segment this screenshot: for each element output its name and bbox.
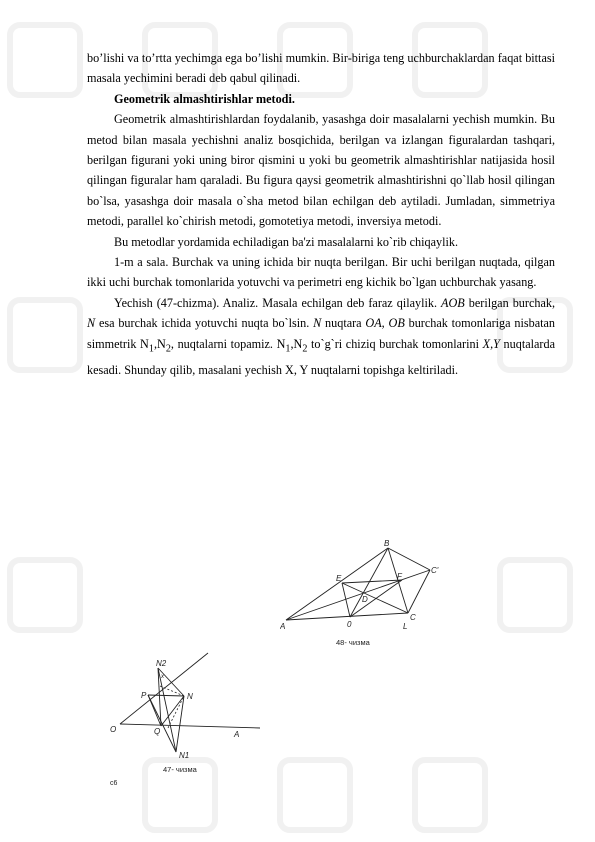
- label-c-prime: C': [431, 566, 439, 575]
- solution-text: berilgan burchak,: [464, 295, 556, 310]
- document-body: [87, 48, 555, 380]
- solution-text: ,N: [290, 336, 303, 351]
- paragraph-problem: 1-m a sala. Burchak va uning ichida bir nuqta berilgan. Bir uchi berilgan nuqtada, qilgan ikki uchi burchak tomonlarida yotuvchi va perimetri eng kichik bo`lgan uchburchak yasang.: [87, 255, 555, 290]
- subscript: 2: [165, 343, 171, 355]
- solution-text: , nuqtalarni topamiz. N: [170, 336, 286, 351]
- label-q: Q: [154, 727, 161, 736]
- label-n: N: [187, 692, 193, 701]
- section-heading: Geometrik almashtirishlar metodi.: [114, 91, 295, 106]
- label-n1: N1: [179, 751, 190, 760]
- label-o: O: [110, 725, 117, 734]
- subscript: 2: [302, 343, 308, 355]
- solution-text: nuqtalarda kesadi. Shunday qilib, masalani yechish X, Y nuqtalarni topishga keltiriladi.: [87, 336, 555, 377]
- label-d: D: [362, 595, 368, 604]
- label-e: E: [336, 574, 342, 583]
- paragraph-solution: [87, 293, 555, 380]
- points-xy: X,Y: [482, 336, 500, 351]
- solution-text: to`g`ri chiziq burchak tomonlarini: [307, 336, 483, 351]
- solution-text: burchak tomonlariga nisbatan simmetrik N: [87, 316, 555, 351]
- label-c: C: [410, 613, 416, 622]
- point-n: N: [87, 316, 96, 331]
- solution-text: Yechish (47-chizma). Analiz. Masala echilgan deb faraz qilaylik.: [114, 295, 442, 310]
- solution-text: esa burchak ichida yotuvchi nuqta bo`lsin.: [95, 316, 314, 331]
- label-p: P: [141, 691, 147, 700]
- corner-mark: c6: [110, 780, 118, 787]
- paragraph-intro: Bu metodlar yordamida echiladigan ba'zi masalalarni ko`rib chiqaylik.: [114, 234, 459, 249]
- label-x: x: [161, 674, 164, 680]
- solution-text: ,N: [153, 336, 166, 351]
- figure-47: [108, 648, 273, 788]
- label-o: 0: [347, 620, 352, 629]
- solution-text: nuqtara: [321, 316, 366, 331]
- figure-47-caption: 47- чизма: [163, 765, 197, 774]
- label-l: L: [403, 622, 408, 631]
- paragraph-continuation: bo’lishi va to’rtta yechimga ega bo’lishi mumkin. Bir-biriga teng uchburchaklardan faqat bittasi masala yechimini beradi deb qabul qilinadi.: [87, 51, 555, 86]
- subscript: 1: [148, 343, 154, 355]
- point-n: N: [313, 316, 322, 331]
- label-b: B: [384, 539, 390, 548]
- label-a: A: [234, 730, 240, 739]
- label-a: A: [280, 622, 286, 631]
- subscript: 1: [285, 343, 291, 355]
- figure-48: [280, 535, 450, 650]
- label-n2: N2: [156, 659, 167, 668]
- paragraph-method: Geometrik almashtirishlardan foydalanib, yasashga doir masalalarni yechish mumkin. Bu metod bilan masala yechishni analiz bosqichida, berilgan va izlangan figuralardan tashqari, berilgan figurani yoki uning biror qismini u yoki bu geometrik almashtirishlar natijasida hosil qilingan figuralar ham qaraladi. Bu figura qaysi geometrik almashtirishni qo`llab hosil qilingan bo`lsa, yasashga doir masala o`sha metod bilan echilgan deb aytiladi. Jumladan, simmetriya metodi, parallel ko`chirish metodi, gomotetiya metodi, inversiya metodi.: [87, 112, 555, 229]
- sides-oa-ob: OA, OB: [365, 316, 405, 331]
- label-f: F: [397, 572, 402, 581]
- angle-aob: AOB: [441, 295, 465, 310]
- figure-48-caption: 48- чизма: [336, 638, 370, 647]
